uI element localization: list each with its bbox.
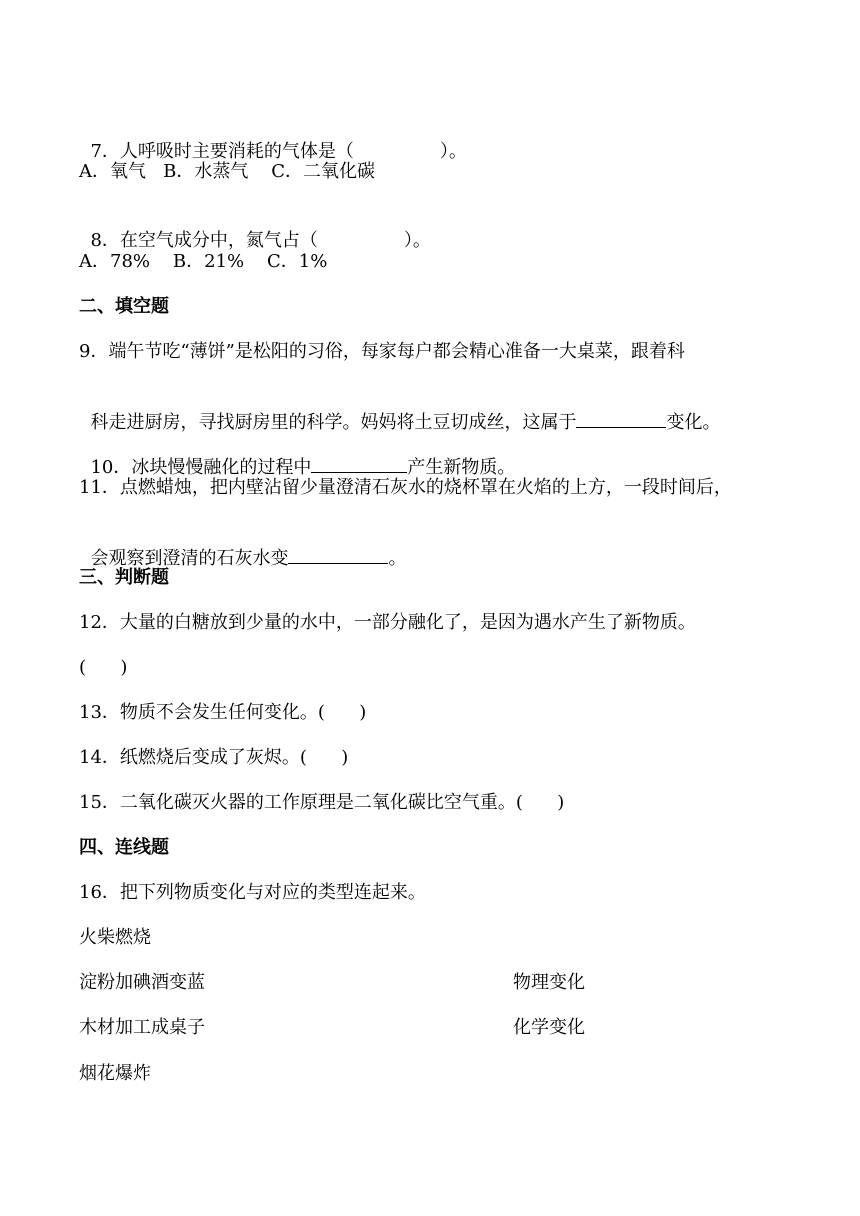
question-11-line2-end: 。 [388,548,407,569]
question-16: 16．把下列物质变化与对应的类型连起来。 [79,882,426,903]
question-11-line1: 11．点燃蜡烛，把内壁沾留少量澄清石灰水的烧杯罩在火焰的上方，一段时间后， [79,477,732,498]
right-item-1: 物理变化 [513,972,585,993]
question-14: 14．纸燃烧后变成了灰烬。( ) [79,747,349,768]
fill-blank-line[interactable] [311,454,407,473]
question-9-line1: 9．端午节吃“薄饼”是松阳的习俗，每家每户都会精心准备一大桌菜，跟着科 [79,341,685,362]
question-9-line2-end: 变化。 [666,412,721,433]
question-8 [79,205,431,253]
question-10-end: 产生新物质。 [407,457,516,478]
question-15: 15．二氧化碳灭火器的工作原理是二氧化碳比空气重。( ) [79,792,565,813]
question-7-options: A．氧气 B．水蒸气 C．二氧化碳 [79,161,376,182]
fill-blank-line[interactable] [576,409,666,428]
question-8-options: A．78% B．21% C．1% [79,251,328,272]
question-13: 13．物质不会发生任何变化。( ) [79,702,367,723]
question-7-close: ）。 [439,141,467,162]
left-item-4: 烟花爆炸 [79,1063,151,1084]
left-item-3: 木材加工成桌子 [79,1017,205,1038]
question-9-line2 [79,385,720,435]
question-8-close: ）。 [403,230,431,251]
right-item-2: 化学变化 [513,1017,585,1038]
question-10-text: 10．冰块慢慢融化的过程中 [90,457,312,478]
section-judgment-heading: 三、判断题 [79,567,169,588]
question-11-line2-text: 会观察到澄清的石灰水变 [90,548,289,569]
section-fill-blank-heading: 二、填空题 [79,296,169,317]
question-9-line2-text: 科走进厨房，寻找厨房里的科学。妈妈将土豆切成丝，这属于 [90,412,577,433]
question-12-line1: 12．大量的白糖放到少量的水中，一部分融化了，是因为遇水产生了新物质。 [79,612,696,633]
left-item-1: 火柴燃烧 [79,927,151,948]
question-10 [79,430,515,480]
left-item-2: 淀粉加碘酒变蓝 [79,972,205,993]
question-11-line2 [79,521,406,571]
section-matching-heading: 四、连线题 [79,837,169,858]
question-7 [79,116,467,164]
question-7-text: 7．人呼吸时主要消耗的气体是（ [90,141,354,162]
fill-blank-line[interactable] [288,545,388,564]
question-12-line2: ( ) [79,657,128,678]
question-8-text: 8．在空气成分中，氮气占（ [90,230,318,251]
